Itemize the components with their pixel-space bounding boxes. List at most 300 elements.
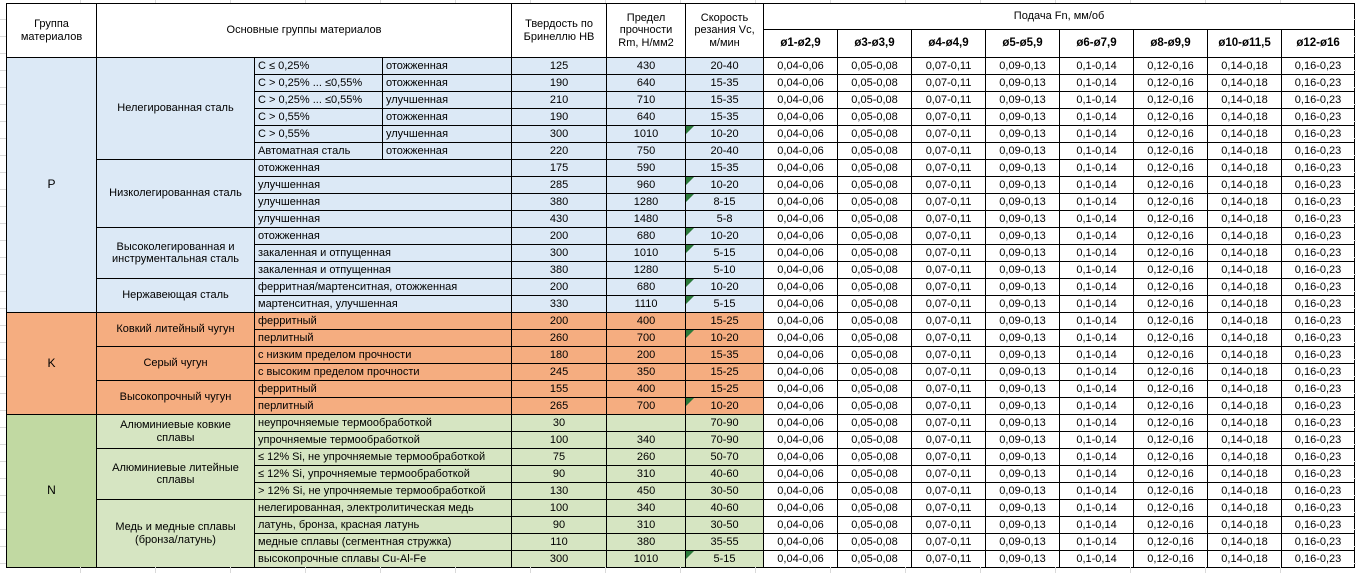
- hardness-value: 210: [512, 92, 607, 109]
- feed-value: 0,12-0,16: [1134, 58, 1208, 75]
- material-group-name: Ковкий литейный чугун: [97, 313, 255, 347]
- feed-value: 0,1-0,14: [1060, 330, 1134, 347]
- feed-value: 0,16-0,23: [1282, 58, 1355, 75]
- feed-value: 0,12-0,16: [1134, 194, 1208, 211]
- feed-value: 0,07-0,11: [912, 483, 986, 500]
- feed-value: 0,04-0,06: [764, 109, 838, 126]
- feed-value: 0,07-0,11: [912, 347, 986, 364]
- feed-value: 0,16-0,23: [1282, 245, 1355, 262]
- feed-value: 0,1-0,14: [1060, 551, 1134, 568]
- strength-value: 1010: [607, 245, 686, 262]
- strength-value: 700: [607, 330, 686, 347]
- table-row: [7, 313, 1355, 330]
- feed-value: 0,07-0,11: [912, 364, 986, 381]
- table-row: [7, 160, 1355, 177]
- cutting-speed-value: 10-20: [686, 398, 764, 415]
- cutting-speed-value: 5-15: [686, 245, 764, 262]
- feed-value: 0,04-0,06: [764, 126, 838, 143]
- feed-value: 0,14-0,18: [1208, 296, 1282, 313]
- hardness-value: 300: [512, 551, 607, 568]
- feed-value: 0,12-0,16: [1134, 330, 1208, 347]
- cutting-speed-value: 35-55: [686, 534, 764, 551]
- table-body: [7, 58, 1355, 568]
- strength-value: 310: [607, 466, 686, 483]
- feed-value: 0,14-0,18: [1208, 500, 1282, 517]
- cutting-speed-value: 30-50: [686, 517, 764, 534]
- feed-value: 0,05-0,08: [838, 143, 912, 160]
- feed-value: 0,14-0,18: [1208, 449, 1282, 466]
- feed-value: 0,07-0,11: [912, 381, 986, 398]
- feed-value: 0,05-0,08: [838, 398, 912, 415]
- feed-value: 0,05-0,08: [838, 466, 912, 483]
- feed-value: 0,16-0,23: [1282, 398, 1355, 415]
- feed-value: 0,16-0,23: [1282, 534, 1355, 551]
- strength-value: 680: [607, 279, 686, 296]
- feed-value: 0,09-0,13: [986, 58, 1060, 75]
- feed-value: 0,07-0,11: [912, 517, 986, 534]
- feed-value: 0,07-0,11: [912, 415, 986, 432]
- feed-value: 0,1-0,14: [1060, 109, 1134, 126]
- feed-value: 0,12-0,16: [1134, 551, 1208, 568]
- feed-value: 0,07-0,11: [912, 449, 986, 466]
- header-feed-diameter-range: ø8-ø9,9: [1134, 30, 1208, 58]
- feed-value: 0,14-0,18: [1208, 58, 1282, 75]
- feed-value: 0,16-0,23: [1282, 75, 1355, 92]
- feed-value: 0,09-0,13: [986, 313, 1060, 330]
- feed-value: 0,14-0,18: [1208, 143, 1282, 160]
- strength-value: 1280: [607, 194, 686, 211]
- material-description: латунь, бронза, красная латунь: [255, 517, 512, 534]
- feed-value: 0,16-0,23: [1282, 517, 1355, 534]
- table-row: [7, 228, 1355, 245]
- header-feed-diameter-range: ø6-ø7,9: [1060, 30, 1134, 58]
- material-description: ферритный: [255, 313, 512, 330]
- feed-value: 0,07-0,11: [912, 313, 986, 330]
- feed-value: 0,04-0,06: [764, 75, 838, 92]
- hardness-value: 245: [512, 364, 607, 381]
- material-description: с высоким пределом прочности: [255, 364, 512, 381]
- table-row: [7, 415, 1355, 432]
- strength-value: 710: [607, 92, 686, 109]
- feed-value: 0,05-0,08: [838, 177, 912, 194]
- cutting-speed-value: 5-10: [686, 262, 764, 279]
- feed-value: 0,05-0,08: [838, 364, 912, 381]
- table-row: [7, 58, 1355, 75]
- material-condition: отожженная: [383, 143, 512, 160]
- feed-value: 0,12-0,16: [1134, 279, 1208, 296]
- feed-value: 0,09-0,13: [986, 364, 1060, 381]
- strength-value: 400: [607, 381, 686, 398]
- feed-value: 0,12-0,16: [1134, 415, 1208, 432]
- material-description: закаленная и отпущенная: [255, 262, 512, 279]
- material-group-name: Алюминиевые ковкие сплавы: [97, 415, 255, 449]
- feed-value: 0,07-0,11: [912, 228, 986, 245]
- material-description: упрочняемые термообработкой: [255, 432, 512, 449]
- material-condition: отожженная: [383, 75, 512, 92]
- feed-value: 0,09-0,13: [986, 483, 1060, 500]
- feed-value: 0,07-0,11: [912, 551, 986, 568]
- cutting-speed-value: 15-35: [686, 347, 764, 364]
- feed-value: 0,07-0,11: [912, 398, 986, 415]
- cutting-speed-value: 5-15: [686, 551, 764, 568]
- hardness-value: 130: [512, 483, 607, 500]
- feed-value: 0,07-0,11: [912, 432, 986, 449]
- material-description: улучшенная: [255, 194, 512, 211]
- feed-value: 0,12-0,16: [1134, 126, 1208, 143]
- feed-value: 0,1-0,14: [1060, 143, 1134, 160]
- feed-value: 0,14-0,18: [1208, 245, 1282, 262]
- feed-value: 0,14-0,18: [1208, 75, 1282, 92]
- feed-value: 0,09-0,13: [986, 279, 1060, 296]
- feed-value: 0,1-0,14: [1060, 228, 1134, 245]
- cutting-speed-value: 70-90: [686, 415, 764, 432]
- feed-value: 0,16-0,23: [1282, 143, 1355, 160]
- cutting-speed-value: 10-20: [686, 330, 764, 347]
- strength-value: 310: [607, 517, 686, 534]
- strength-value: 1480: [607, 211, 686, 228]
- strength-value: 380: [607, 534, 686, 551]
- feed-value: 0,09-0,13: [986, 415, 1060, 432]
- feed-value: 0,04-0,06: [764, 194, 838, 211]
- feed-value: 0,05-0,08: [838, 58, 912, 75]
- material-description: ферритный: [255, 381, 512, 398]
- feed-value: 0,07-0,11: [912, 126, 986, 143]
- feed-value: 0,07-0,11: [912, 211, 986, 228]
- feed-value: 0,16-0,23: [1282, 92, 1355, 109]
- cutting-speed-value: 15-35: [686, 75, 764, 92]
- feed-value: 0,05-0,08: [838, 245, 912, 262]
- hardness-value: 220: [512, 143, 607, 160]
- strength-value: 260: [607, 449, 686, 466]
- feed-value: 0,1-0,14: [1060, 415, 1134, 432]
- strength-value: 450: [607, 483, 686, 500]
- header-feed-title: Подача Fn, мм/об: [764, 4, 1355, 30]
- feed-value: 0,16-0,23: [1282, 313, 1355, 330]
- feed-value: 0,1-0,14: [1060, 398, 1134, 415]
- feed-value: 0,12-0,16: [1134, 313, 1208, 330]
- header-feed-diameter-range: ø3-ø3,9: [838, 30, 912, 58]
- feed-value: 0,16-0,23: [1282, 330, 1355, 347]
- material-description: > 12% Si, не упрочняемые термообработкой: [255, 483, 512, 500]
- material-description: медные сплавы (сегментная стружка): [255, 534, 512, 551]
- table-row: [7, 449, 1355, 466]
- feed-value: 0,05-0,08: [838, 160, 912, 177]
- feed-value: 0,12-0,16: [1134, 296, 1208, 313]
- feed-value: 0,1-0,14: [1060, 466, 1134, 483]
- hardness-value: 110: [512, 534, 607, 551]
- feed-value: 0,09-0,13: [986, 432, 1060, 449]
- feed-value: 0,1-0,14: [1060, 126, 1134, 143]
- feed-value: 0,14-0,18: [1208, 415, 1282, 432]
- feed-value: 0,05-0,08: [838, 415, 912, 432]
- material-criterion: C > 0,55%: [255, 109, 383, 126]
- feed-value: 0,04-0,06: [764, 228, 838, 245]
- cutting-speed-value: 15-25: [686, 381, 764, 398]
- feed-value: 0,12-0,16: [1134, 517, 1208, 534]
- material-group-name: Высокопрочный чугун: [97, 381, 255, 415]
- feed-value: 0,14-0,18: [1208, 313, 1282, 330]
- strength-value: 200: [607, 347, 686, 364]
- hardness-value: 260: [512, 330, 607, 347]
- hardness-value: 190: [512, 75, 607, 92]
- feed-value: 0,1-0,14: [1060, 381, 1134, 398]
- strength-value: 680: [607, 228, 686, 245]
- feed-value: 0,1-0,14: [1060, 347, 1134, 364]
- feed-value: 0,1-0,14: [1060, 483, 1134, 500]
- material-group-letter: K: [7, 313, 97, 415]
- material-condition: отожженная: [383, 109, 512, 126]
- feed-value: 0,07-0,11: [912, 194, 986, 211]
- feed-value: 0,09-0,13: [986, 296, 1060, 313]
- strength-value: 340: [607, 432, 686, 449]
- material-group-name: Нержавеющая сталь: [97, 279, 255, 313]
- table-row: [7, 500, 1355, 517]
- header-feed-diameter-range: ø12-ø16: [1282, 30, 1355, 58]
- feed-value: 0,09-0,13: [986, 228, 1060, 245]
- feed-value: 0,1-0,14: [1060, 534, 1134, 551]
- feed-value: 0,09-0,13: [986, 517, 1060, 534]
- feed-value: 0,12-0,16: [1134, 483, 1208, 500]
- feed-value: 0,1-0,14: [1060, 449, 1134, 466]
- feed-value: 0,14-0,18: [1208, 517, 1282, 534]
- cutting-speed-value: 70-90: [686, 432, 764, 449]
- cutting-speed-value: 15-35: [686, 109, 764, 126]
- hardness-value: 380: [512, 194, 607, 211]
- feed-value: 0,14-0,18: [1208, 279, 1282, 296]
- feed-value: 0,09-0,13: [986, 109, 1060, 126]
- cutting-speed-value: 15-25: [686, 313, 764, 330]
- cutting-speed-value: 5-8: [686, 211, 764, 228]
- feed-value: 0,04-0,06: [764, 296, 838, 313]
- feed-value: 0,05-0,08: [838, 92, 912, 109]
- feed-value: 0,12-0,16: [1134, 92, 1208, 109]
- hardness-value: 300: [512, 126, 607, 143]
- feed-value: 0,14-0,18: [1208, 534, 1282, 551]
- feed-value: 0,05-0,08: [838, 296, 912, 313]
- feed-value: 0,04-0,06: [764, 483, 838, 500]
- feed-value: 0,14-0,18: [1208, 109, 1282, 126]
- feed-value: 0,07-0,11: [912, 245, 986, 262]
- feed-value: 0,04-0,06: [764, 381, 838, 398]
- feed-value: 0,14-0,18: [1208, 160, 1282, 177]
- feed-value: 0,16-0,23: [1282, 415, 1355, 432]
- material-criterion: C > 0,55%: [255, 126, 383, 143]
- hardness-value: 200: [512, 228, 607, 245]
- feed-value: 0,04-0,06: [764, 58, 838, 75]
- feed-value: 0,07-0,11: [912, 466, 986, 483]
- strength-value: 1280: [607, 262, 686, 279]
- cutting-speed-value: 10-20: [686, 177, 764, 194]
- hardness-value: 430: [512, 211, 607, 228]
- cutting-speed-value: 10-20: [686, 279, 764, 296]
- feed-value: 0,09-0,13: [986, 466, 1060, 483]
- feed-value: 0,12-0,16: [1134, 143, 1208, 160]
- material-description: ферритная/мартенситная, отожженная: [255, 279, 512, 296]
- cutting-speed-value: 20-40: [686, 143, 764, 160]
- material-description: перлитный: [255, 330, 512, 347]
- material-description: отожженная: [255, 228, 512, 245]
- header-feed-diameter-range: ø4-ø4,9: [912, 30, 986, 58]
- feed-value: 0,05-0,08: [838, 449, 912, 466]
- feed-value: 0,05-0,08: [838, 75, 912, 92]
- strength-value: 350: [607, 364, 686, 381]
- material-condition: отожженная: [383, 58, 512, 75]
- feed-value: 0,04-0,06: [764, 364, 838, 381]
- feed-value: 0,1-0,14: [1060, 92, 1134, 109]
- feed-value: 0,07-0,11: [912, 177, 986, 194]
- feed-value: 0,04-0,06: [764, 432, 838, 449]
- feed-value: 0,04-0,06: [764, 177, 838, 194]
- feed-value: 0,07-0,11: [912, 58, 986, 75]
- hardness-value: 265: [512, 398, 607, 415]
- header-cutting-speed-vc: Скорость резания Vc, м/мин: [686, 4, 764, 58]
- feed-value: 0,14-0,18: [1208, 551, 1282, 568]
- feed-value: 0,09-0,13: [986, 143, 1060, 160]
- strength-value: 430: [607, 58, 686, 75]
- cutting-speed-value: 30-50: [686, 483, 764, 500]
- material-description: отожженная: [255, 160, 512, 177]
- material-group-name: Алюминиевые литейные сплавы: [97, 449, 255, 500]
- feed-value: 0,1-0,14: [1060, 296, 1134, 313]
- feed-value: 0,14-0,18: [1208, 381, 1282, 398]
- hardness-value: 125: [512, 58, 607, 75]
- hardness-value: 200: [512, 279, 607, 296]
- feed-value: 0,04-0,06: [764, 245, 838, 262]
- strength-value: [607, 415, 686, 432]
- feed-value: 0,14-0,18: [1208, 347, 1282, 364]
- feed-value: 0,04-0,06: [764, 347, 838, 364]
- feed-value: 0,07-0,11: [912, 279, 986, 296]
- feed-value: 0,14-0,18: [1208, 364, 1282, 381]
- header-material-group: Группа материалов: [7, 4, 97, 58]
- material-group-letter: N: [7, 415, 97, 568]
- strength-value: 640: [607, 109, 686, 126]
- material-description: мартенситная, улучшенная: [255, 296, 512, 313]
- feed-value: 0,05-0,08: [838, 381, 912, 398]
- feed-value: 0,16-0,23: [1282, 194, 1355, 211]
- feed-value: 0,09-0,13: [986, 177, 1060, 194]
- feed-value: 0,12-0,16: [1134, 228, 1208, 245]
- feed-value: 0,16-0,23: [1282, 347, 1355, 364]
- feed-value: 0,14-0,18: [1208, 194, 1282, 211]
- feed-value: 0,1-0,14: [1060, 262, 1134, 279]
- feed-value: 0,12-0,16: [1134, 160, 1208, 177]
- hardness-value: 200: [512, 313, 607, 330]
- material-description: перлитный: [255, 398, 512, 415]
- feed-value: 0,05-0,08: [838, 551, 912, 568]
- feed-value: 0,04-0,06: [764, 262, 838, 279]
- hardness-value: 90: [512, 517, 607, 534]
- material-criterion: C ≤ 0,25%: [255, 58, 383, 75]
- hardness-value: 380: [512, 262, 607, 279]
- feed-value: 0,12-0,16: [1134, 347, 1208, 364]
- feed-value: 0,09-0,13: [986, 245, 1060, 262]
- feed-value: 0,14-0,18: [1208, 398, 1282, 415]
- feed-value: 0,14-0,18: [1208, 92, 1282, 109]
- strength-value: 1010: [607, 126, 686, 143]
- hardness-value: 285: [512, 177, 607, 194]
- strength-value: 640: [607, 75, 686, 92]
- feed-value: 0,16-0,23: [1282, 228, 1355, 245]
- table-row: [7, 279, 1355, 296]
- hardness-value: 300: [512, 245, 607, 262]
- feed-value: 0,05-0,08: [838, 432, 912, 449]
- feed-value: 0,07-0,11: [912, 109, 986, 126]
- feed-value: 0,05-0,08: [838, 517, 912, 534]
- feed-value: 0,12-0,16: [1134, 432, 1208, 449]
- feed-value: 0,05-0,08: [838, 483, 912, 500]
- feed-value: 0,09-0,13: [986, 75, 1060, 92]
- feed-value: 0,16-0,23: [1282, 551, 1355, 568]
- material-description: ≤ 12% Si, не упрочняемые термообработкой: [255, 449, 512, 466]
- feed-value: 0,09-0,13: [986, 398, 1060, 415]
- feed-value: 0,07-0,11: [912, 92, 986, 109]
- feed-value: 0,05-0,08: [838, 313, 912, 330]
- cutting-speed-value: 15-35: [686, 92, 764, 109]
- feed-value: 0,05-0,08: [838, 228, 912, 245]
- feed-value: 0,09-0,13: [986, 449, 1060, 466]
- hardness-value: 100: [512, 500, 607, 517]
- feed-value: 0,12-0,16: [1134, 211, 1208, 228]
- table-header: [7, 4, 1355, 58]
- feed-value: 0,04-0,06: [764, 466, 838, 483]
- feed-value: 0,1-0,14: [1060, 75, 1134, 92]
- material-description: нелегированная, электролитическая медь: [255, 500, 512, 517]
- feed-value: 0,05-0,08: [838, 500, 912, 517]
- feed-value: 0,12-0,16: [1134, 75, 1208, 92]
- feed-value: 0,1-0,14: [1060, 432, 1134, 449]
- feed-value: 0,14-0,18: [1208, 262, 1282, 279]
- cutting-speed-value: 15-25: [686, 364, 764, 381]
- feed-value: 0,07-0,11: [912, 75, 986, 92]
- header-hardness-hb: Твердость по Бринеллю HB: [512, 4, 607, 58]
- feed-value: 0,07-0,11: [912, 534, 986, 551]
- cutting-speed-value: 40-60: [686, 466, 764, 483]
- feed-value: 0,14-0,18: [1208, 432, 1282, 449]
- strength-value: 400: [607, 313, 686, 330]
- feed-value: 0,09-0,13: [986, 160, 1060, 177]
- cutting-speed-value: 10-20: [686, 126, 764, 143]
- feed-value: 0,1-0,14: [1060, 364, 1134, 381]
- material-group-name: Серый чугун: [97, 347, 255, 381]
- feed-value: 0,05-0,08: [838, 211, 912, 228]
- feed-value: 0,04-0,06: [764, 500, 838, 517]
- strength-value: 960: [607, 177, 686, 194]
- material-criterion: C > 0,25% ... ≤0,55%: [255, 75, 383, 92]
- header-main-groups: Основные группы материалов: [97, 4, 512, 58]
- feed-value: 0,04-0,06: [764, 551, 838, 568]
- feed-value: 0,09-0,13: [986, 126, 1060, 143]
- hardness-value: 75: [512, 449, 607, 466]
- material-group-name: Низколегированная сталь: [97, 160, 255, 228]
- table-row: [7, 381, 1355, 398]
- feed-value: 0,16-0,23: [1282, 364, 1355, 381]
- cutting-speed-value: 20-40: [686, 58, 764, 75]
- feed-value: 0,04-0,06: [764, 330, 838, 347]
- feed-value: 0,05-0,08: [838, 126, 912, 143]
- feed-value: 0,07-0,11: [912, 296, 986, 313]
- feed-value: 0,12-0,16: [1134, 245, 1208, 262]
- feed-value: 0,09-0,13: [986, 262, 1060, 279]
- strength-value: 340: [607, 500, 686, 517]
- feed-value: 0,16-0,23: [1282, 449, 1355, 466]
- feed-value: 0,09-0,13: [986, 194, 1060, 211]
- material-group-name: Нелегированная сталь: [97, 58, 255, 160]
- table-row: [7, 347, 1355, 364]
- feed-value: 0,05-0,08: [838, 279, 912, 296]
- feed-value: 0,1-0,14: [1060, 500, 1134, 517]
- feed-value: 0,04-0,06: [764, 517, 838, 534]
